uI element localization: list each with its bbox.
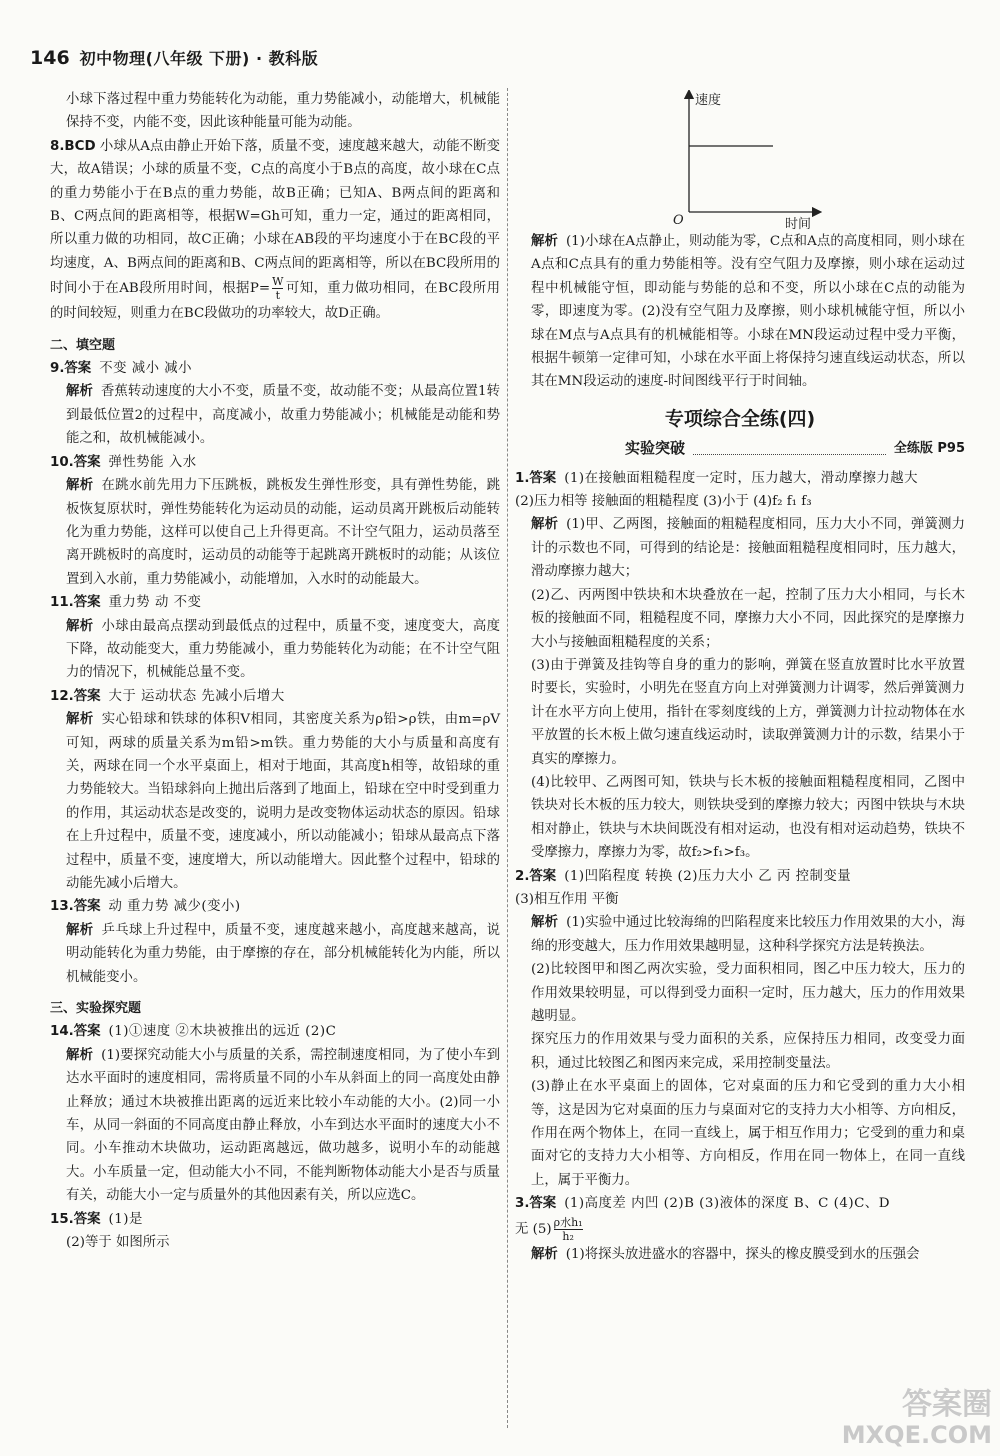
question-number: 12. (50, 688, 74, 704)
answer-text: 重力势 动 不变 (108, 595, 202, 611)
question-number: 13. (50, 899, 74, 915)
question-11-explanation (50, 615, 500, 685)
explanation-label: 解析 (531, 915, 559, 931)
graph-svg (515, 90, 965, 230)
answer-text: (1)①速度 ②木块被推出的远近 (2)C (108, 1024, 337, 1040)
answer-label: 答案 (73, 595, 101, 611)
question-9-answer (50, 357, 500, 380)
question-13-answer (50, 895, 500, 918)
section-title: 专项综合全练(四) (664, 407, 816, 430)
question-12-explanation (50, 708, 500, 895)
answer-label: 答案 (529, 470, 557, 486)
explanation-text: (1)将探头放进盛水的容器中，探头的橡皮膜受到水的压强会 (565, 1246, 920, 1262)
answer-text: 弹性势能 入水 (108, 454, 197, 470)
item-1-explanation-4: (4)比较甲、乙两图可知，铁块与长木板的接触面粗糙程度相同，乙图中铁块对长木板的压力较大，则铁块受到的摩擦力较大；丙图中铁块与木块相对静止，铁块与木块间既没有相对运动，也没有相对运动趋势，铁块不受摩擦力，摩擦力为零，故f₂>f₁>f₃。 (531, 774, 965, 861)
question-number: 10. (50, 454, 74, 470)
explanation-text: 在跳水前先用力下压跳板，跳板发生弹性形变，具有弹性势能，跳板恢复原状时，弹性势能转化为运动员的动能，运动员离开跳板后动能转化为重力势能，这样可以使自己上升得更高。不计空气阻力，运动员落至离开跳板时的高度时，运动员的动能等于起跳离开跳板时的动能；从该位置到入水前，重力势能减小，动能增加，入水时的动能最大。 (66, 478, 501, 587)
item-3-answer (515, 1192, 965, 1215)
answer-text: (1)高度差 内凹 (2)B (3)液体的深度 B、C (4)C、D (564, 1196, 890, 1212)
explanation-text: 实心铅球和铁球的体积V相同，其密度关系为ρ铅>ρ铁，由m=ρV可知，两球的质量关系为m铅>m铁。重力势能的大小与质量和高度有关，两球在同一个水平桌面上，相对于地面，其高度h相等，故铅球的重力势能较大。当铅球斜向上抛出后落到了地面上，铅球在空中时受到重力的作用，其运动状态是改变的，说明力是改变物体运动状态的原因。铅球在上升过程中，质量不变，速度减小，所以动能减小；铅球从最高点下落过程中，质量不变，速度增大，所以动能增大。因此整个过程中，铅球的动能先减小后增大。 (66, 712, 501, 891)
question-number: 8.BCD (50, 138, 96, 154)
section-heading: 二、填空题 (50, 337, 116, 353)
page-header (30, 46, 318, 76)
subsection-title: 实验突破 (625, 439, 686, 458)
answer-text: 无 (5) (515, 1221, 552, 1237)
item-1-answer (515, 467, 965, 490)
explanation-label: 解析 (66, 1047, 94, 1063)
fraction-numerator: ρ水h₁ (553, 1215, 583, 1229)
explanation-label: 解析 (66, 712, 94, 728)
x-axis-label: 时间 (785, 217, 812, 230)
site-watermark (841, 1387, 992, 1450)
fraction-denominator: h₂ (562, 1229, 574, 1243)
explanation-label: 解析 (66, 922, 94, 938)
dot-leader (693, 442, 886, 455)
answer-label: 答案 (73, 688, 101, 704)
explanation-text: (1)甲、乙两图，接触面的粗糙程度相同，压力大小不同，弹簧测力计的示数也不同，可得到的结论是：接触面粗糙程度相同时，压力越大，滑动摩擦力越大； (531, 517, 966, 580)
question-14-answer (50, 1020, 500, 1043)
explanation-text: (1)要探究动能大小与质量的关系，需控制速度相同，为了使小车到达水平面时的速度相同，需将质量不同的小车从斜面上的同一高度处由静止释放；通过木块被推出距离的远近来比较小车动能的大小。(2)同一小车，从同一斜面的不同高度由静止释放，小车到达水平面时的速度大小不同。小车推动木块做功，运动距离越远，做功越多，说明小车的动能越大。小车质量一定，但动能大小不同，不能判断物体动能大小是否与质量有关，动能大小一定与质量外的其他因素有关，所以应选C。 (66, 1047, 501, 1204)
question-14-explanation (50, 1044, 500, 1208)
subsection-line (515, 437, 965, 460)
watermark-logo-text: 答案圈 (902, 1387, 992, 1422)
answer-label: 答案 (64, 361, 92, 377)
question-number: 9. (50, 361, 65, 377)
question-number: 15. (50, 1211, 74, 1227)
answer-label: 答案 (529, 1196, 557, 1212)
question-10-answer (50, 451, 500, 474)
explanation-text: 可知，重力做功相同，在BC段所用的时间较短，则重力在BC段做功的功率较大，故D正确。 (50, 281, 500, 322)
question-number: 1. (515, 470, 530, 486)
answer-label: 答案 (73, 899, 101, 915)
item-2-explanation-3: 探究压力的作用效果与受力面积的关系，应保持压力相同，改变受力面积，通过比较图乙和图丙来完成，采用控制变量法。 (531, 1032, 965, 1071)
answer-label: 答案 (529, 868, 557, 884)
question-12-answer (50, 685, 500, 708)
item-2-answer-2: (3)相互作用 平衡 (515, 891, 619, 907)
book-title: 初中物理(八年级 下册) · 教科版 (79, 49, 319, 68)
fraction-denominator: t (275, 289, 280, 303)
graph-explanation (515, 230, 965, 394)
item-1-explanation-3: (3)由于弹簧及挂钩等自身的重力的影响，弹簧在竖直放置时比水平放置时要长，实验时，小明先在竖直方向上对弹簧测力计调零，然后弹簧测力计在水平方向上使用，指针在零刻度线的上方，弹簧测力计拉动物体在水平放置的长木板上做匀速直线运动时，读取弹簧测力计的示数，结果小于真实的摩擦力。 (531, 657, 965, 767)
explanation-text: 香蕉转动速度的大小不变，质量不变，故动能不变；从最高位置1转到最低位置2的过程中，高度减小，故重力势能减小；机械能是动能和势能之和，故机械能减小。 (66, 384, 500, 447)
page-reference: 全练版 P95 (893, 441, 965, 457)
question-11-answer (50, 591, 500, 614)
item-1-answer-2: (2)压力相等 接触面的粗糙程度 (3)小于 (4)f₂ f₁ f₃ (515, 494, 812, 510)
right-column (515, 90, 965, 1266)
explanation-label: 解析 (531, 234, 558, 249)
answer-text: 不变 减小 减小 (99, 361, 193, 377)
explanation-text: 小球由最高点摆动到最低点的过程中，质量不变，速度变大，高度下降，故动能变大，重力势能减小，重力势能转化为动能；在不计空气阻力的情况下，机械能总量不变。 (66, 618, 501, 681)
formula-fraction (554, 1216, 583, 1243)
watermark-url: MXQE.COM (841, 1421, 992, 1449)
explanation-label: 解析 (66, 384, 93, 400)
formula-fraction (272, 275, 283, 302)
fraction-numerator: W (272, 275, 284, 289)
answer-label: 答案 (73, 454, 101, 470)
question-number: 2. (515, 868, 530, 884)
question-number: 3. (515, 1196, 530, 1212)
question-15-answer-2: (2)等于 如图所示 (66, 1235, 170, 1251)
y-axis-label: 速度 (695, 93, 722, 108)
answer-label: 答案 (73, 1024, 101, 1040)
intro-paragraph: 小球下落过程中重力势能转化为动能，重力势能减小，动能增大，机械能保持不变，内能不变，因此该种能量可能为动能。 (66, 92, 500, 131)
item-2-explanation (515, 911, 965, 958)
item-2-explanation-2: (2)比较图甲和图乙两次实验，受力面积相同，图乙中压力较大，压力的作用效果较明显，可以得到受力面积一定时，压力越大，压力的作用效果越明显。 (531, 962, 965, 1024)
answer-text: (1)是 (108, 1211, 143, 1227)
question-number: 11. (50, 595, 74, 611)
item-1-explanation (515, 513, 965, 583)
explanation-text: 乒乓球上升过程中，质量不变，速度越来越小，高度越来越高，说明动能转化为重力势能，由于摩擦的存在，部分机械能转化为内能，所以机械能变小。 (66, 922, 501, 985)
answer-text: (1)凹陷程度 转换 (2)压力大小 乙 丙 控制变量 (564, 868, 852, 884)
page-number: 146 (30, 47, 70, 69)
item-3-answer-2 (515, 1216, 965, 1243)
question-8 (50, 135, 500, 326)
item-1-explanation-2: (2)乙、丙两图中铁块和木块叠放在一起，控制了压力大小相同，与长木板的接触面不同，粗糙程度不同，摩擦力大小不同，因此探究的是摩擦力大小与接触面粗糙程度的关系； (531, 587, 965, 650)
answer-label: 答案 (73, 1211, 101, 1227)
question-15-answer (50, 1208, 500, 1231)
answer-text: 大于 运动状态 先减小后增大 (108, 688, 285, 704)
explanation-label: 解析 (66, 618, 94, 634)
explanation-label: 解析 (531, 1246, 558, 1262)
question-9-explanation (50, 380, 500, 450)
question-10-explanation (50, 474, 500, 591)
column-divider (507, 88, 508, 1428)
left-column (50, 88, 500, 1255)
explanation-text: (1)实验中通过比较海绵的凹陷程度来比较压力作用效果的大小，海绵的形变越大，压力作用效果越明显，这种科学探究方法是转换法。 (531, 915, 966, 954)
answer-text: (1)在接触面粗糙程度一定时，压力越大，滑动摩擦力越大 (564, 470, 919, 486)
item-2-explanation-4: (3)静止在水平桌面上的固体，它对桌面的压力和它受到的重力大小相等，这是因为它对桌面的压力与桌面对它的支持力大小相等、方向相反，作用在两个物体上，在同一直线上，属于相互作用力；它受到的重力和桌面对它的支持力大小相等、方向相反，作用在同一物体上，在同一直线上，属于平衡力。 (531, 1079, 965, 1188)
answer-text: 动 重力势 减少(变小) (108, 899, 241, 915)
origin-label: O (673, 213, 684, 228)
explanation-label: 解析 (531, 517, 559, 533)
explanation-text: (1)小球在A点静止，则动能为零，C点和A点的高度相同，则小球在A点和C点具有的重力势能相等。没有空气阻力及摩擦，则小球在运动过程中机械能守恒，即动能与势能的总和不变，所以小球在C点的动能为零，即速度为零。(2)没有空气阻力及摩擦，则小球机械能守恒，所以小球在M点与A点具有的机械能相等。小球在MN段运动过程中受力平衡，根据牛顿第一定律可知，小球在水平面上将保持匀速直线运动状态，所以其在MN段运动的速度-时间图线平行于时间轴。 (531, 234, 966, 390)
explanation-text: 小球从A点由静止开始下落，质量不变，速度越来越大，动能不断变大，故A错误；小球的质量不变，C点的高度小于B点的高度，故小球在C点的重力势能小于在B点的重力势能，故B正确；已知A、B两点间的距离和B、C两点间的距离相等，根据W=Gh可知，重力一定，通过的距离相同，所以重力做的功相同，故C正确；小球在AB段的平均速度小于在BC段的平均速度，A、B两点间的距离和B、C两点间的距离相等，所以在BC段所用的时间小于在AB段所用时间，根据P= (50, 138, 501, 297)
question-13-explanation (50, 919, 500, 989)
velocity-time-graph (515, 90, 965, 230)
section-heading: 三、实验探究题 (50, 1001, 142, 1017)
item-2-answer (515, 865, 965, 888)
explanation-label: 解析 (66, 478, 94, 494)
question-number: 14. (50, 1024, 74, 1040)
item-3-explanation (515, 1243, 965, 1266)
